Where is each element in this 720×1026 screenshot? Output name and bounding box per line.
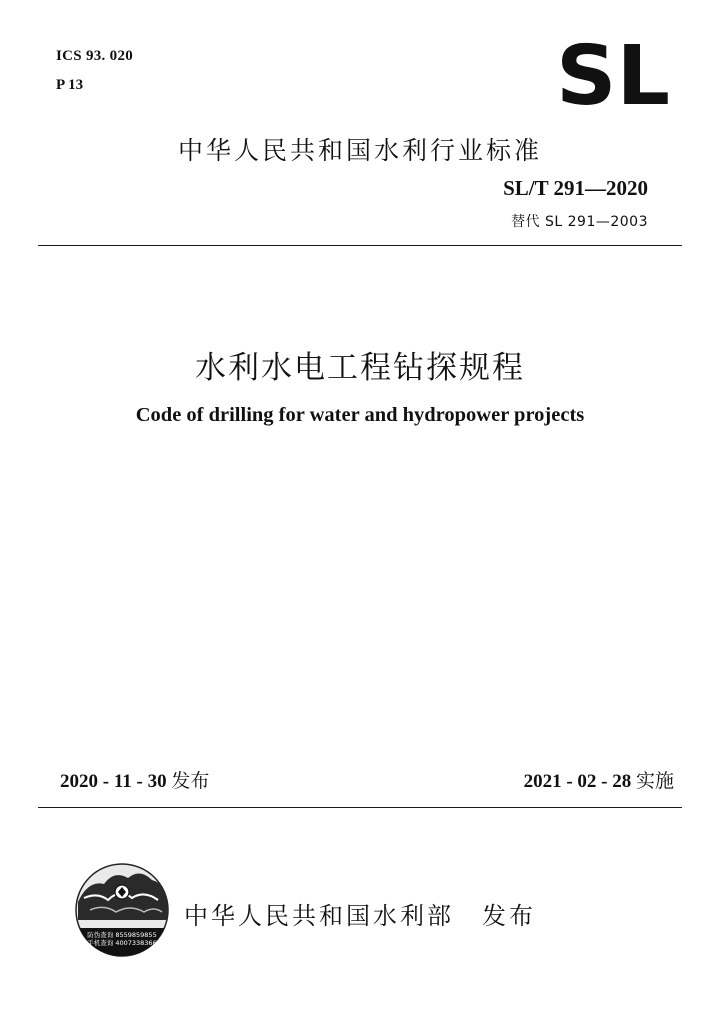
sl-logo-text: SL (556, 40, 670, 110)
bottom-divider (38, 807, 682, 808)
implementation-date-line (524, 766, 674, 793)
classification-code: P 13 (56, 77, 84, 93)
industry-standard-title: 中华人民共和国水利行业标准 (178, 136, 543, 165)
sl-logo (556, 40, 670, 110)
document-title-chinese: 水利水电工程钻探规程 (195, 350, 525, 386)
implementation-date: 2021 - 02 - 28 (523, 771, 632, 792)
seal-text-line1: 防伪查询 8559859855 (87, 931, 157, 939)
seal-text-line2: 手机查询 4007338366 (87, 939, 157, 947)
issue-date: 2020 - 11 - 30 (60, 771, 167, 792)
issue-date-line (60, 766, 209, 793)
publisher-line (184, 896, 536, 931)
replaces-standard: 替代 SL 291—2003 (511, 214, 648, 230)
ics-code: ICS 93. 020 (56, 48, 134, 64)
implementation-label: 实施 (635, 770, 674, 792)
standard-number: SL/T 291—2020 (503, 176, 648, 200)
publisher-name: 中华人民共和国水利部 (184, 902, 454, 930)
document-title-english: Code of drilling for water and hydropower projects (135, 404, 585, 426)
top-divider (38, 245, 682, 246)
issue-label: 发布 (171, 770, 210, 792)
anti-counterfeit-seal (74, 862, 170, 958)
publisher-action: 发布 (482, 902, 536, 930)
